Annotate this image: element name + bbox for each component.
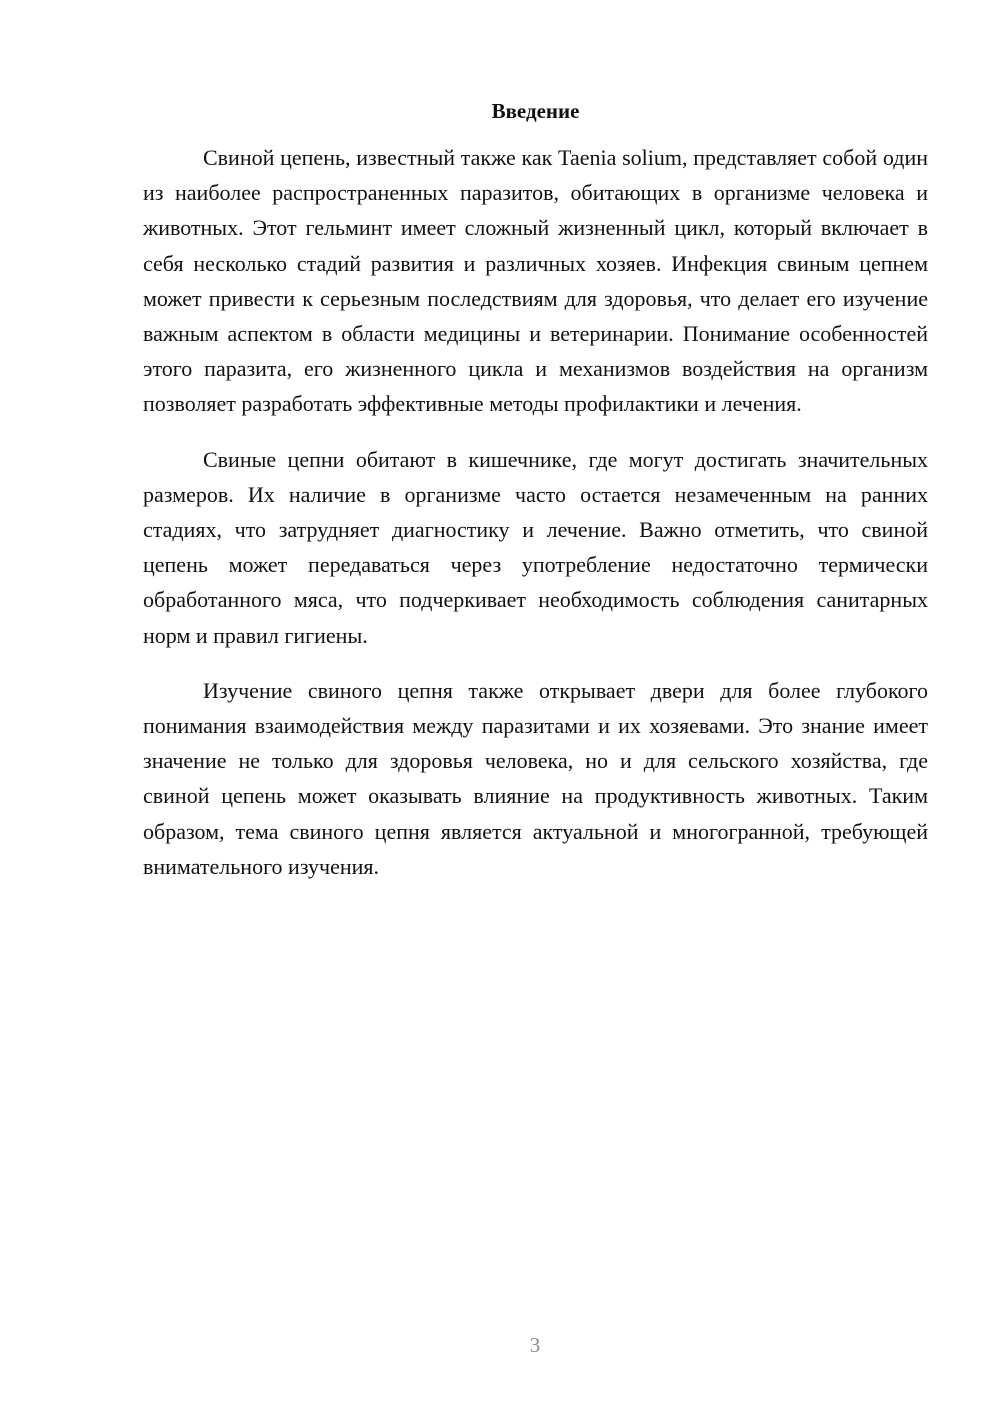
paragraph-2: Свиные цепни обитают в кишечнике, где могут достигать значительных размеров. Их наличие в организме часто остается незамеченным на ранних стадиях, что затрудняет диагностику и лечение. Важно отметить, что свиной цепень может передаваться через употребление недостаточно термически обработанного мяса, что подчеркивает необходимость соблюдения санитарных норм и правил гигиены. (143, 446, 928, 648)
paragraph-1: Свиной цепень, известный также как Taenia solium, представляет собой один из наиболее распространенных паразитов, обитающих в организме человека и животных. Этот гельминт имеет сложный жизненный цикл, который включает в себя несколько стадий развития и различных хозяев. Инфекция свиным цепнем может привести к серьезным последствиям для здоровья, что делает его изучение важным аспектом в области медицины и ветеринарии. Понимание особенностей этого паразита, его жизненного цикла и механизмов воздействия на организм позволяет разработать эффективные методы профилактики и лечения. (143, 145, 928, 417)
page-number: 3 (529, 1333, 541, 1357)
section-title: Введение (491, 99, 580, 123)
paragraph-3: Изучение свиного цепня также открывает двери для более глубокого понимания взаимодействия между паразитами и их хозяевами. Это знание имеет значение не только для здоровья человека, но и для сельского хозяйства, где свиной цепень может оказывать влияние на продуктивность животных. Таким образом, тема свиного цепня является актуальной и многогранной, требующей внимательного изучения. (143, 677, 928, 879)
page-content (143, 96, 928, 904)
